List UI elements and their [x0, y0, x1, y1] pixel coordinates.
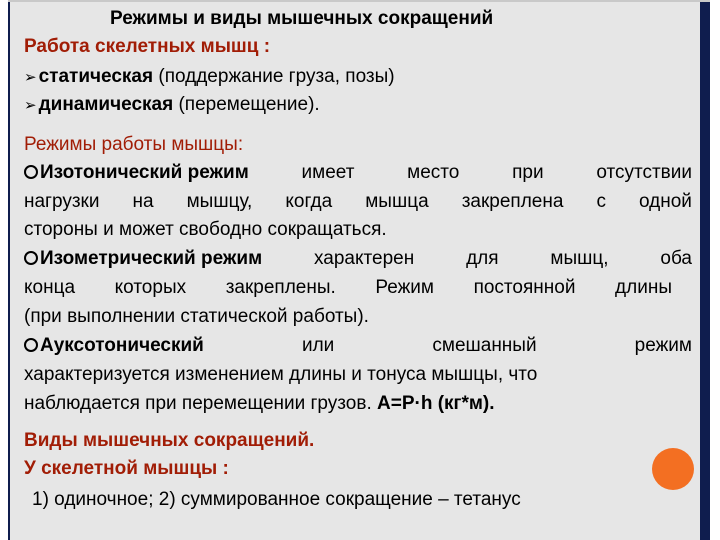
word: одной — [638, 191, 692, 212]
isom-line-2 — [24, 275, 672, 301]
word: мышцу, — [186, 191, 253, 212]
types-heading: Виды мышечных сокращений. — [24, 430, 315, 451]
skeletal-heading: У скелетной мышцы : — [24, 458, 229, 479]
aux-line-1 — [24, 333, 692, 359]
word: или — [301, 335, 335, 356]
aux-term: Ауксотонический — [40, 335, 204, 356]
arrow-bullet-icon: ➢ — [24, 69, 37, 86]
iso-term-wrap — [24, 160, 249, 186]
modes-heading: Режимы работы мышцы: — [24, 134, 244, 155]
arrow-bullet-icon: ➢ — [24, 97, 37, 114]
word: конца — [24, 277, 76, 298]
word: характерен — [314, 248, 415, 269]
word: имеет — [301, 162, 355, 183]
aux-line-3-text: наблюдается при перемещении грузов. — [24, 393, 378, 414]
work-item-term: статическая — [38, 66, 154, 87]
word: которых — [114, 277, 187, 298]
slide-title: Режимы и виды мышечных сокращений — [110, 8, 494, 29]
work-item-term: динамическая — [38, 94, 174, 115]
word: закреплена — [461, 191, 564, 212]
word: для — [466, 248, 499, 269]
isom-line-3: (при выполнении статической работы). — [24, 306, 369, 327]
word: режим — [634, 335, 692, 356]
word: нагрузки — [24, 191, 100, 212]
word: смешанный — [432, 335, 537, 356]
iso-term: Изотонический режим — [40, 162, 249, 183]
orange-circle-decoration — [652, 448, 694, 490]
work-formula: A=P·h (кг*м). — [377, 393, 495, 414]
aux-line-2: характеризуется изменением длины и тонуса мышцы, что — [24, 364, 538, 385]
isom-term-wrap — [24, 246, 262, 272]
slide-content — [10, 0, 700, 540]
circle-bullet-icon — [24, 338, 38, 352]
word: закреплены. — [225, 277, 336, 298]
types-list: 1) одиночное; 2) суммированное сокращение – тетанус — [32, 489, 521, 510]
word: постоянной — [473, 277, 576, 298]
circle-bullet-icon — [24, 251, 38, 265]
word: на — [132, 191, 154, 212]
word: длины — [615, 277, 672, 298]
iso-line-1 — [24, 160, 692, 186]
work-item-static — [24, 64, 395, 91]
word: Режим — [375, 277, 434, 298]
work-item-desc: (поддержание груза, позы) — [153, 66, 395, 87]
aux-line-3 — [24, 391, 495, 417]
word: мышц, — [550, 248, 609, 269]
iso-line-3: стороны и может свободно сокращаться. — [24, 219, 387, 240]
work-heading: Работа скелетных мышц : — [24, 36, 271, 57]
aux-term-wrap — [24, 333, 204, 359]
slide-top-edge — [8, 0, 710, 2]
word: место — [407, 162, 460, 183]
work-item-desc: (перемещение). — [173, 94, 320, 115]
isom-term: Изометрический режим — [40, 248, 263, 269]
word: при — [512, 162, 544, 183]
isom-line-1 — [24, 246, 692, 272]
word: отсутствии — [596, 162, 692, 183]
circle-bullet-icon — [24, 165, 38, 179]
word: мышца — [365, 191, 429, 212]
work-item-dynamic — [24, 92, 320, 119]
word: с — [596, 191, 606, 212]
iso-line-2 — [24, 189, 692, 215]
word: когда — [285, 191, 333, 212]
word: оба — [660, 248, 692, 269]
